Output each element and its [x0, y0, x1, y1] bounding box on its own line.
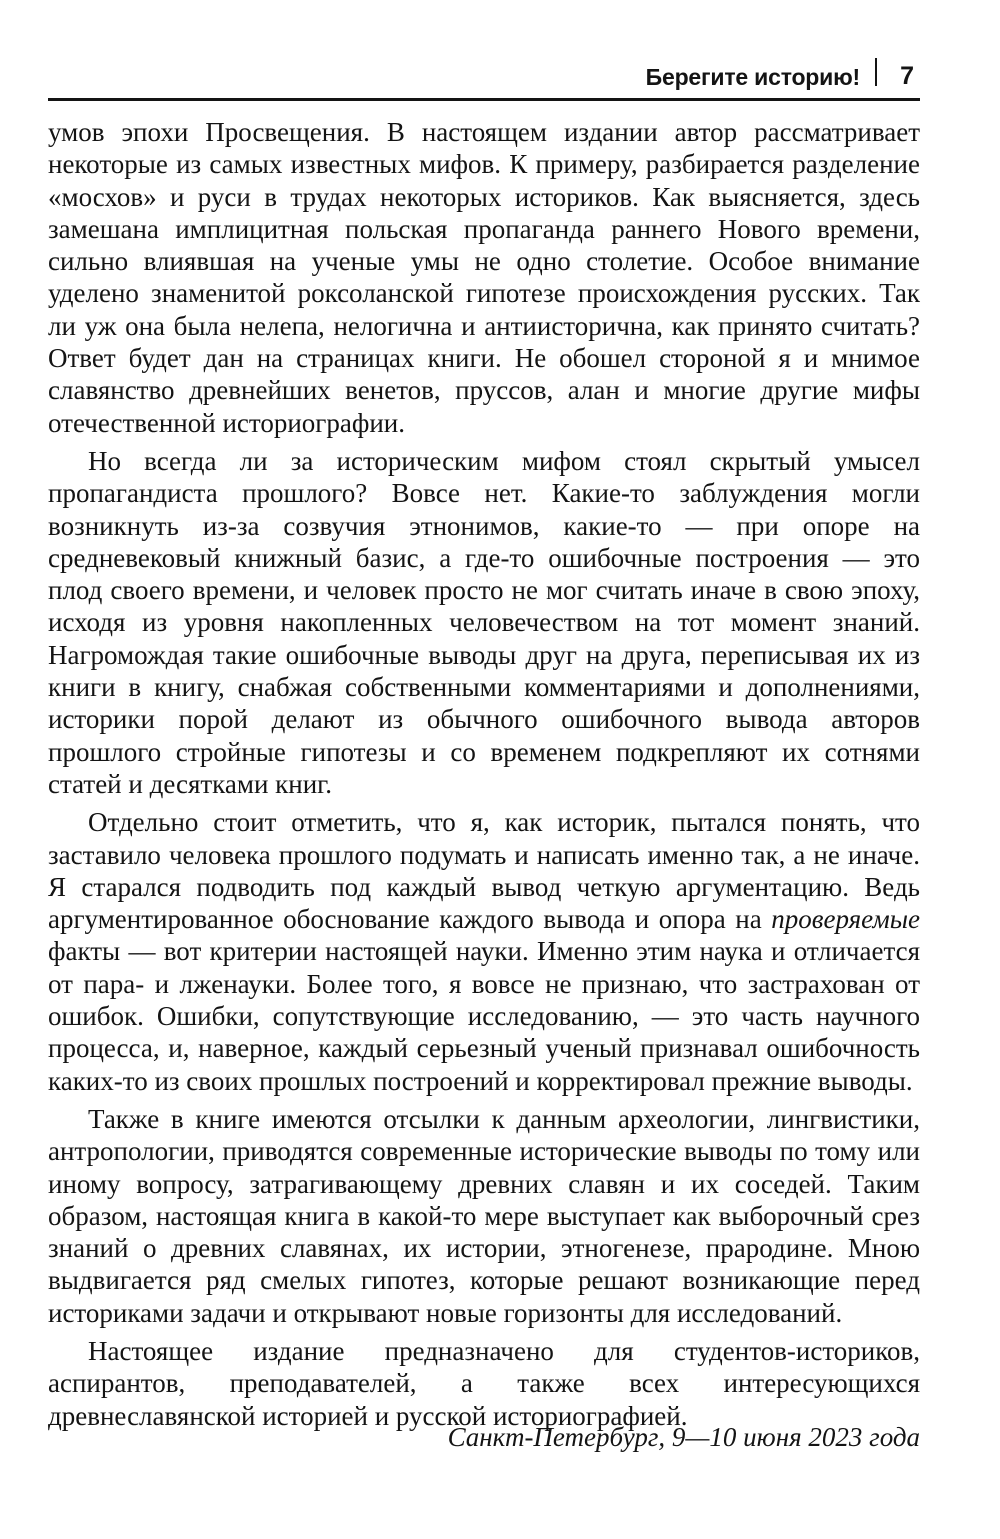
running-title: Берегите историю!	[645, 64, 860, 90]
page-number: 7	[900, 62, 914, 90]
paragraph-4: Также в книге имеются отсылки к данным археологии, лингвистики, антропологии, приводятся современные исторические выводы по тому или иному вопросу, затрагивающему древних славян и их соседей. Таким образом, настоящая книга в какой-то мере выступает как выборочный срез знаний о древних славянах, их истории, этногенезе, прародине. Мною выдвигается ряд смелых гипотез, которые решают возникающие перед историками задачи и открывают новые горизонты для исследований.	[48, 1103, 920, 1328]
paragraph-3	[48, 806, 920, 1097]
paragraph-2: Но всегда ли за историческим мифом стоял скрытый умысел пропагандиста прошлого? Вовсе нет. Какие-то заблуждения могли возникнуть из-за созвучия этнонимов, какие-то — при опоре на средневековый книжный базис, а где-то ошибочные построения — это плод своего времени, и человек просто не мог считать иначе в свою эпоху, исходя из уровня накопленных человечеством на тот момент знаний. Нагромождая такие ошибочные выводы друг на друга, переписывая их из книги в книгу, снабжая собственными комментариями и дополнениями, историки порой делают из обычного ошибочного вывода авторов прошлого стройные гипотезы и со временем подкрепляют их сотнями статей и десятками книг.	[48, 445, 920, 799]
page-header	[48, 56, 920, 101]
paragraph-3-text-before: Отдельно стоит отметить, что я, как историк, пытался понять, что заставило человека прошлого подумать и написать именно так, а не иначе. Я старался подводить под каждый вывод четкую аргументацию. Ведь аргументированное обоснование каждого вывода и опора на	[48, 807, 920, 935]
header-divider	[875, 58, 877, 86]
body-text	[48, 116, 920, 1438]
paragraph-3-text-after: факты — вот критерии настоящей науки. Именно этим наука и отличается от пара- и лженауки. Более того, я вовсе не признаю, что застрахован от ошибок. Ошибки, сопутствующие исследованию, — это часть научного процесса, и, наверное, каждый серьезный ученый признавал ошибочность каких-то из своих прошлых построений и корректировал прежние выводы.	[48, 936, 920, 1096]
paragraph-5: Настоящее издание предназначено для студентов-историков, аспирантов, преподавателей, а также всех интересующихся древнеславянской историей и русской историографией.	[48, 1335, 920, 1431]
paragraph-1: умов эпохи Просвещения. В настоящем издании автор рассматривает некоторые из самых известных мифов. К примеру, разбирается разделение «мосхов» и руси в трудах некоторых историков. Как выясняется, здесь замешана имплицитная польская пропаганда раннего Нового времени, сильно влиявшая на ученые умы не одно столетие. Особое внимание уделено знаменитой роксоланской гипотезе происхождения русских. Так ли уж она была нелепа, нелогична и антиисторична, как принято считать? Ответ будет дан на страницах книги. Не обошел стороной я и мнимое славянство древнейших венетов, пруссов, алан и многие другие мифы отечественной историографии.	[48, 117, 920, 438]
emphasis-verifiable: проверяемые	[771, 904, 920, 935]
place-date-signature: Санкт-Петербург, 9—10 июня 2023 года	[447, 1422, 920, 1452]
